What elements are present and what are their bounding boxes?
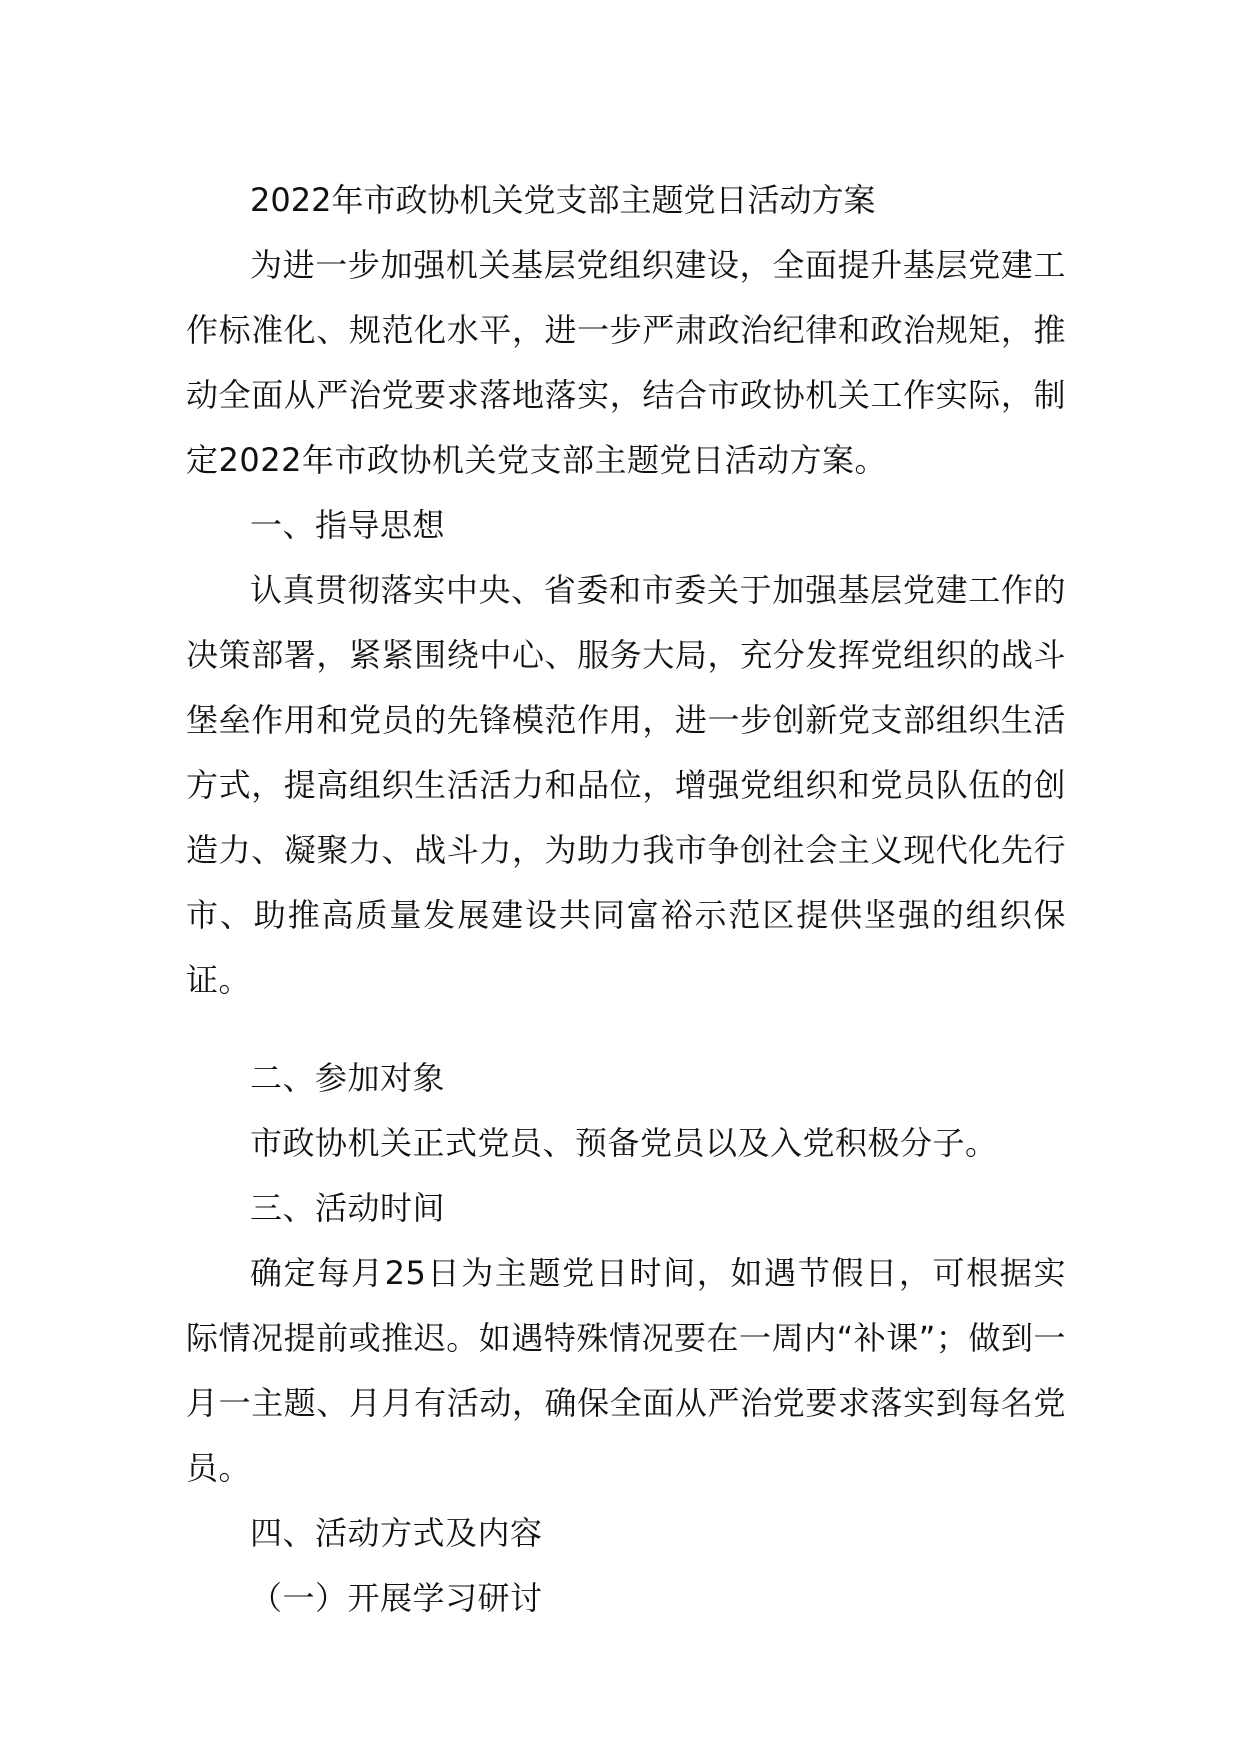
document-title: 2022年市政协机关党支部主题党日活动方案 (250, 181, 876, 219)
section-heading-activity-time: 三、活动时间 (250, 1189, 446, 1227)
activity-time-paragraph: 确定每月25日为主题党日时间，如遇节假日，可根据实际情况提前或推迟。如遇特殊情况要在一周内“补课”；做到一月一主题、月月有活动，确保全面从严治党要求落实到每名党员。 (186, 1254, 1066, 1487)
participants-paragraph: 市政协机关正式党员、预备党员以及入党积极分子。 (250, 1124, 998, 1162)
section-heading-participants: 二、参加对象 (250, 1059, 446, 1097)
section-heading-activity-format: 四、活动方式及内容 (250, 1514, 543, 1552)
intro-paragraph: 为进一步加强机关基层党组织建设，全面提升基层党建工作标准化、规范化水平，进一步严肃政治纪律和政治规矩，推动全面从严治党要求落地落实，结合市政协机关工作实际，制定2022年市政协机关党支部主题党日活动方案。 (186, 246, 1066, 479)
document-body (186, 168, 1066, 1631)
subsection-heading-study: （一）开展学习研讨 (250, 1579, 543, 1617)
section-heading-guiding-thought: 一、指导思想 (250, 506, 446, 544)
guiding-thought-paragraph: 认真贯彻落实中央、省委和市委关于加强基层党建工作的决策部署，紧紧围绕中心、服务大局，充分发挥党组织的战斗堡垒作用和党员的先锋模范作用，进一步创新党支部组织生活方式，提高组织生活活力和品位，增强党组织和党员队伍的创造力、凝聚力、战斗力，为助力我市争创社会主义现代化先行市、助推高质量发展建设共同富裕示范区提供坚强的组织保证。 (186, 571, 1066, 999)
